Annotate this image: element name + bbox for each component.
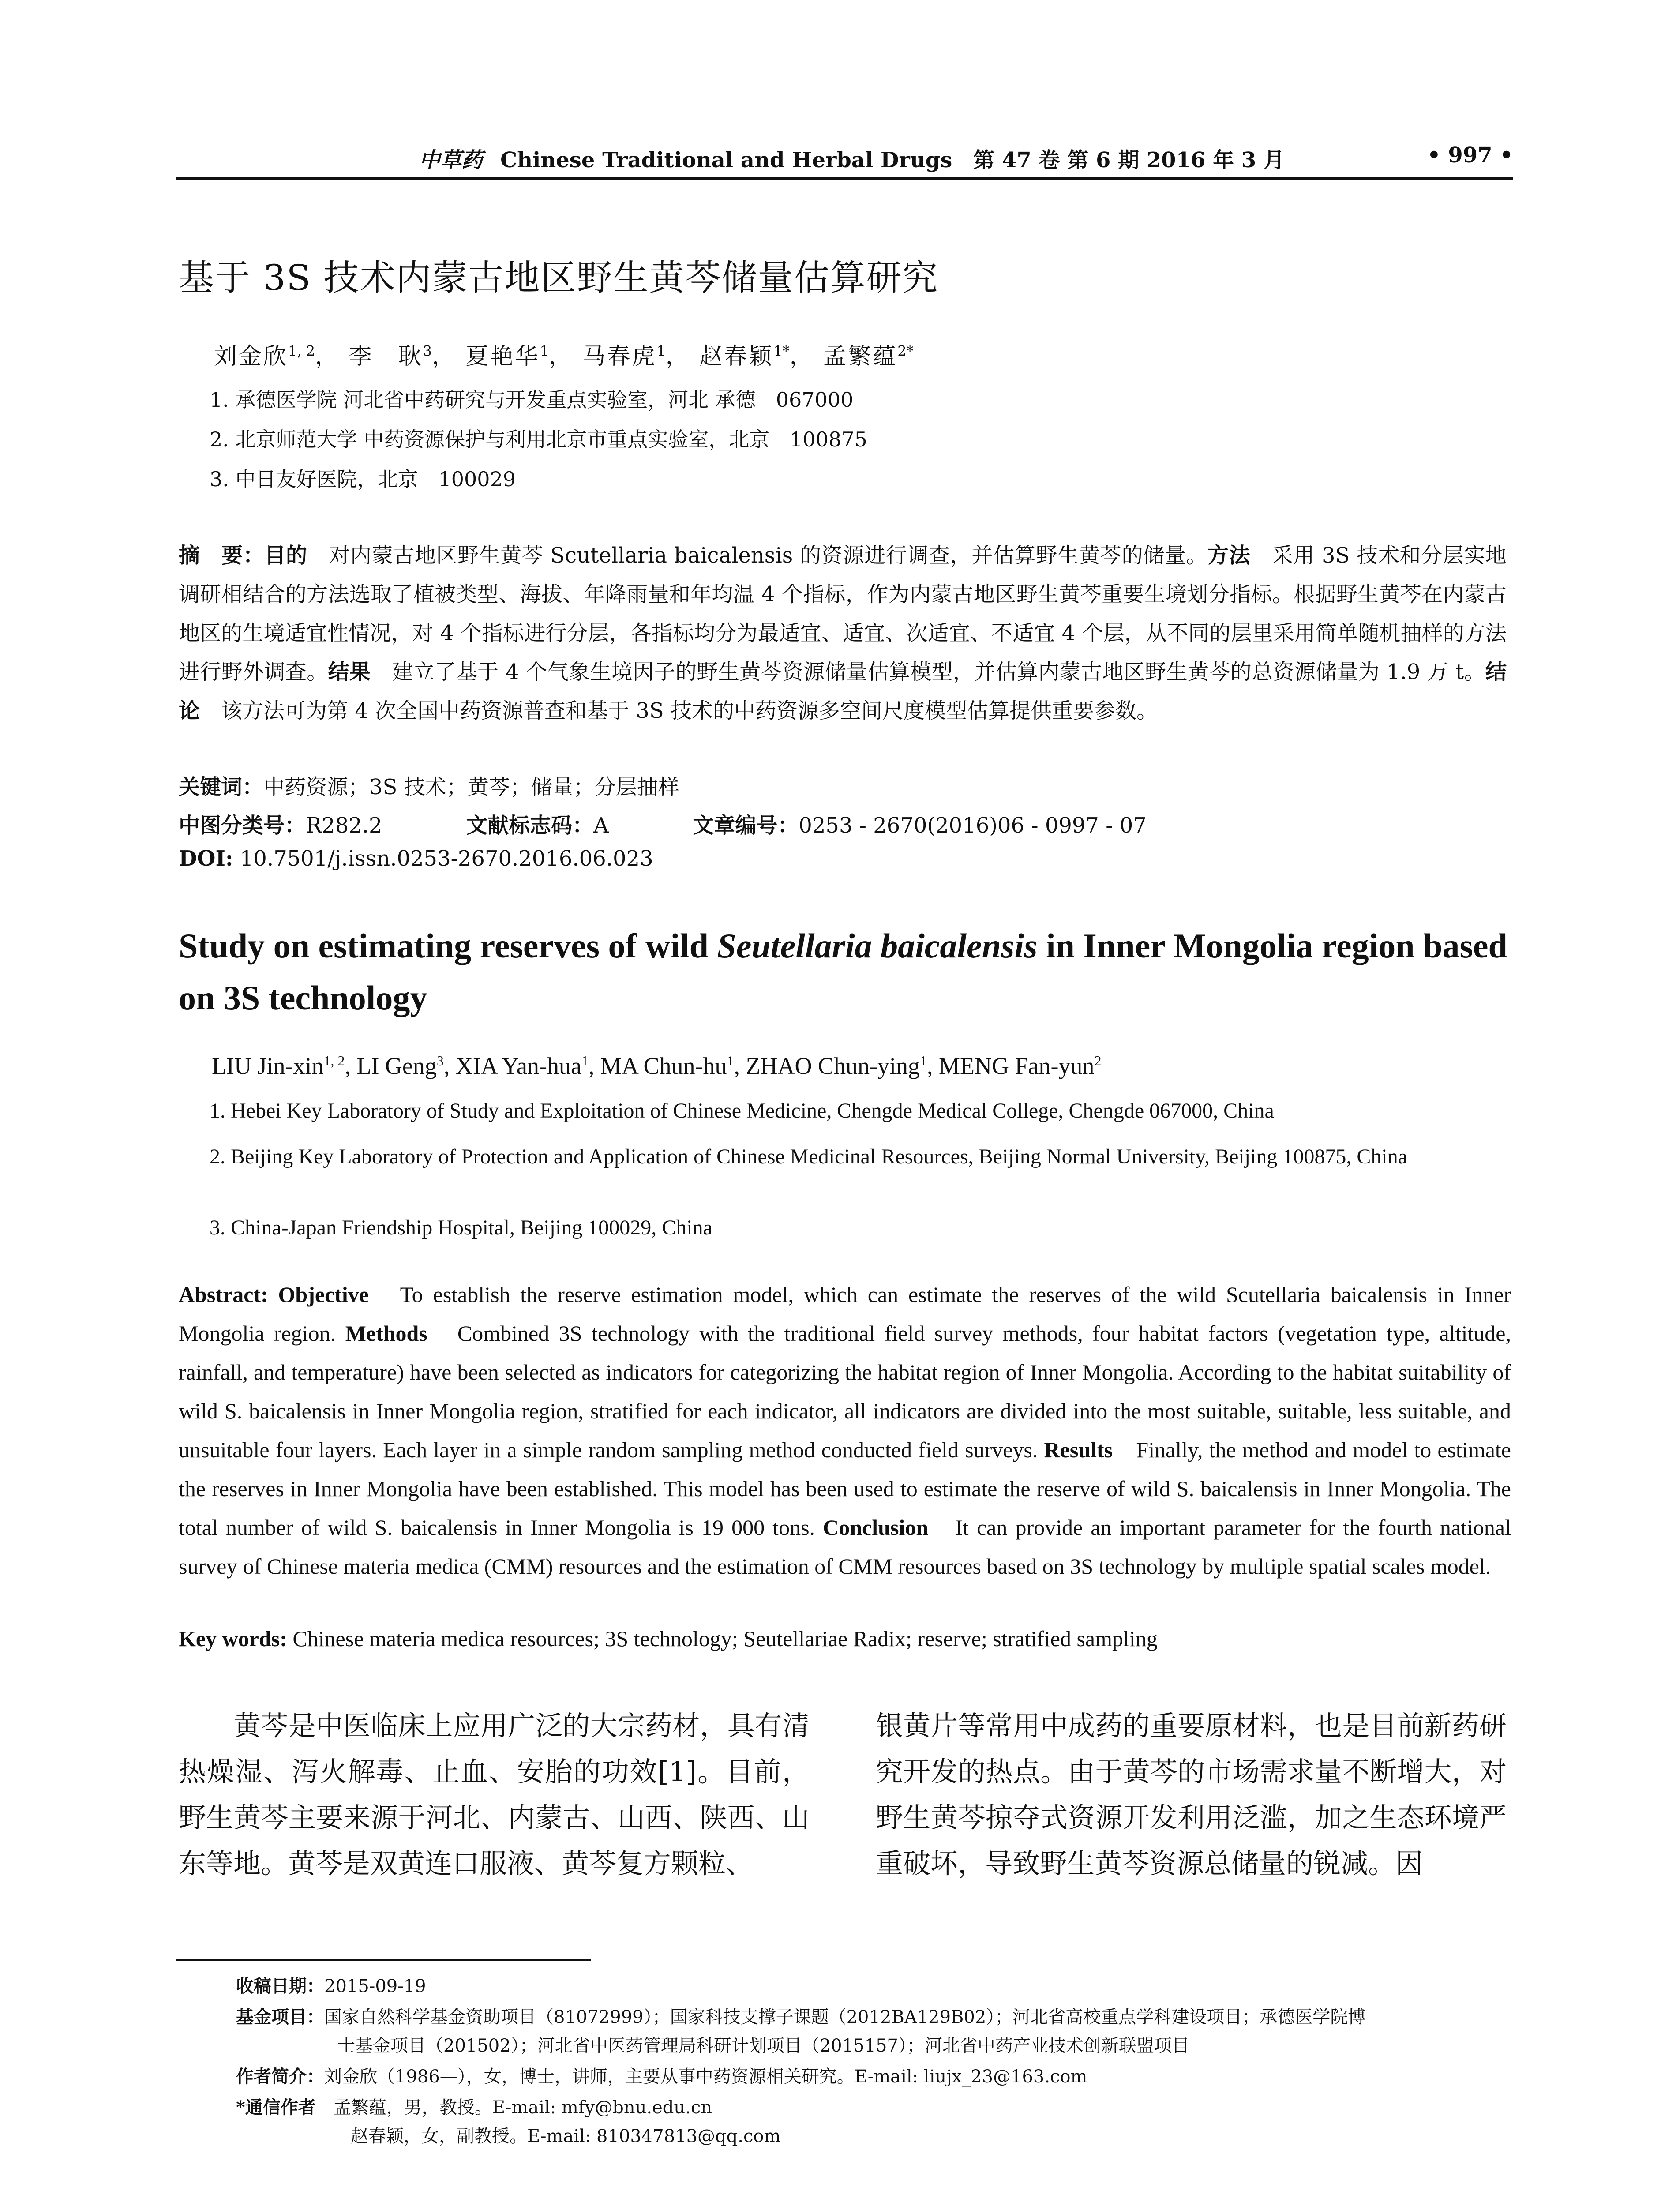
author-en: XIA Yan-hua$^1$ (455, 1053, 589, 1079)
conclusion-label: 结论 (179, 660, 1507, 723)
author-cn: 孟繁蕴$^{2*}$ (823, 342, 914, 370)
journal-issue: Chinese Traditional and Herbal Drugs 第 47 卷 第 6 期 2016 年 3 月 (500, 148, 1285, 173)
footnote-rule (176, 1959, 591, 1961)
author-cn: 李 耿$^3$ (349, 342, 432, 370)
footnote-received: 收稿日期：2015-09-19 (236, 1976, 426, 1996)
affiliation-en-1: 1. Hebei Key Laboratory of Study and Exploitation of Chinese Medicine, Chengde Medical College, Chengde 067000, China (210, 1099, 1274, 1122)
footnote-author: 作者简介：刘金欣（1986—），女，博士，讲师，主要从事中药资源相关研究。E-mail: liujx_23@163.com (236, 2066, 1088, 2087)
objective-text: 对内蒙古地区野生黄芩 Scutellaria baicalensis 的资源进行调查，并估算野生黄芩的储量。 (307, 543, 1208, 568)
footnote-corresponding-2: 赵春颖，女，副教授。E-mail: 810347813@qq.com (351, 2126, 781, 2146)
author-en: MA Chun-$hu^1$ (600, 1053, 734, 1079)
methods-en-label: Methods (345, 1321, 428, 1346)
author-cn: 赵春颖$^{1*}$ (699, 342, 790, 370)
results-en-label: Results (1044, 1437, 1113, 1462)
journal-name-cn: 中草药 (419, 148, 483, 173)
affiliation-en-3: 3. China-Japan Friendship Hospital, Beijing 100029, China (210, 1216, 712, 1239)
classification-line: 中图分类号：R282.2 文献标志码：A 文章编号：0253 - 2670(2016)06 - 0997 - 07 (179, 813, 1147, 838)
abstract-en-label: Abstract: Objective (179, 1282, 369, 1307)
methods-label: 方法 (1208, 543, 1251, 568)
results-text: 建立了基于 4 个气象生境因子的野生黄芩资源储量估算模型，并估算内蒙古地区野生黄芩的总资源储量为 1.9 万 t。 (371, 660, 1485, 684)
objective-label: 目的 (264, 543, 308, 568)
title-en: Study on estimating reserves of wild Seutellaria baicalensis in Inner Mongolia region based on 3S technology (179, 927, 1508, 1017)
author-en: MENG Fan-yun$^2$ (938, 1053, 1102, 1079)
affiliation-cn-2: 2. 北京师范大学 中药资源保护与利用北京市重点实验室，北京 100875 (210, 428, 867, 451)
page-number: • 997 • (1427, 143, 1513, 168)
author-en: LIU Jin-xin$^{1, 2}$ (212, 1053, 345, 1079)
footnote-fund-cont: 士基金项目（201502）；河北省中医药管理局科研计划项目（2015157）；河北省中药产业技术创新联盟项目 (338, 2036, 1189, 2056)
results-label: 结果 (328, 660, 371, 684)
running-header (176, 140, 1513, 176)
header-rule (176, 177, 1513, 180)
affiliation-cn-3: 3. 中日友好医院，北京 100029 (210, 467, 516, 491)
conclusion-en-label: Conclusion (823, 1515, 929, 1540)
body-column-right: 银黄片等常用中成药的重要原材料，也是目前新药研究开发的热点。由于黄芩的市场需求量不断增大，对野生黄芩掠夺式资源开发利用泛滥，加之生态环境严重破坏，导致野生黄芩资源总储量的锐减。因 (876, 1710, 1507, 1880)
conclusion-text: 该方法可为第 4 次全国中药资源普查和基于 3S 技术的中药资源多空间尺度模型估算提供重要参数。 (200, 698, 1158, 723)
methods-text: 采用 3S 技术和分层实地调研相结合的方法选取了植被类型、海拔、年降雨量和年均温 4 个指标，作为内蒙古地区野生黄芩重要生境划分指标。根据野生黄芩在内蒙古地区的生境适宜性情况，对 4 个指标进行分层，各指标均分为最适宜、适宜、次适宜、不适宜 4 个层，从不同的层里采用简单随机抽样的方法进行野外调查。 (179, 543, 1507, 684)
author-cn: 刘金欣$^{1, 2}$ (214, 342, 315, 370)
abstract-en: Abstract: Objective To establish the reserve estimation model, which can estimate the reserves of the wild Scutellaria baicalensis in Inner Mongolia region. Methods Combined 3S technology with the traditional field survey methods, four habitat factors (vegetation type, altitude, rainfall, and temperature) have been selected as indicators for categorizing the habitat region of Inner Mongolia. According to the habitat suitability of wild S. baicalensis in Inner Mongolia region, stratified for each indicator, all indicators are divided into the most suitable, suitable, less suitable, and unsuitable four layers. Each layer in a simple random sampling method conducted field surveys. Results Finally, the method and model to estimate the reserves in Inner Mongolia have been established. This model has been used to estimate the reserve of wild S. baicalensis in Inner Mongolia. The total number of wild S. baicalensis in Inner Mongolia is 19 000 tons. Conclusion It can provide an important parameter for the fourth national survey of Chinese materia medica (CMM) resources and the estimation of CMM resources based on 3S technology by multiple spatial scales model. (179, 1282, 1511, 1579)
affiliation-en-2: 2. Beijing Key Laboratory of Protection and Application of Chinese Medicinal Resources, Beijing Normal University, Beijing 100875, China (210, 1145, 1408, 1168)
author-en: LI Geng$^3$ (356, 1053, 444, 1079)
keywords-cn: 关键词：中药资源；3S 技术；黄芩；储量；分层抽样 (179, 775, 679, 799)
author-en: ZHAO Chun-ying$^1$ (746, 1053, 927, 1079)
affiliation-cn-1: 1. 承德医学院 河北省中药研究与开发重点实验室，河北 承德 067000 (210, 388, 854, 412)
author-cn: 马春虎$^1$ (582, 342, 666, 370)
footnote-corresponding: *通信作者 孟繁蕴，男，教授。E-mail: mfy@bnu.edu.cn (236, 2097, 712, 2118)
abstract-cn-label: 摘 要： (179, 543, 265, 568)
body-column-left: 黄芩是中医临床上应用广泛的大宗药材，具有清热燥湿、泻火解毒、止血、安胎的功效[1]。目前，野生黄芩主要来源于河北、内蒙古、山西、陕西、山东等地。黄芩是双黄连口服液、黄芩复方颗粒、 (179, 1710, 810, 1880)
authors-cn: 刘金欣$^{1, 2}$， 李 耿$^3$， 夏艳华$^1$， 马春虎$^1$， 赵春颖$^{1*}$， 孟繁蕴$^{2*}$ (214, 342, 914, 370)
author-cn: 夏艳华$^1$ (465, 342, 549, 370)
keywords-en: Key words: Chinese materia medica resources; 3S technology; Seutellariae Radix; reserve; stratified sampling (179, 1626, 1158, 1651)
footnote-fund: 基金项目：国家自然科学基金资助项目（81072999）；国家科技支撑子课题（2012BA129B02）；河北省高校重点学科建设项目；承德医学院博 (236, 2007, 1366, 2027)
abstract-cn (179, 536, 1507, 730)
journal-info (419, 143, 1285, 173)
title-cn: 基于 3S 技术内蒙古地区野生黄芩储量估算研究 (179, 257, 939, 298)
doi-line: DOI: 10.7501/j.issn.0253-2670.2016.06.023 (179, 846, 653, 871)
authors-en: LIU Jin-xin$^{1, 2}$, LI Geng$^3$, XIA Yan-hua$^1$, MA Chun-$hu^1$, ZHAO Chun-ying$^1$, MENG Fan-yun$^2$ (212, 1053, 1102, 1079)
